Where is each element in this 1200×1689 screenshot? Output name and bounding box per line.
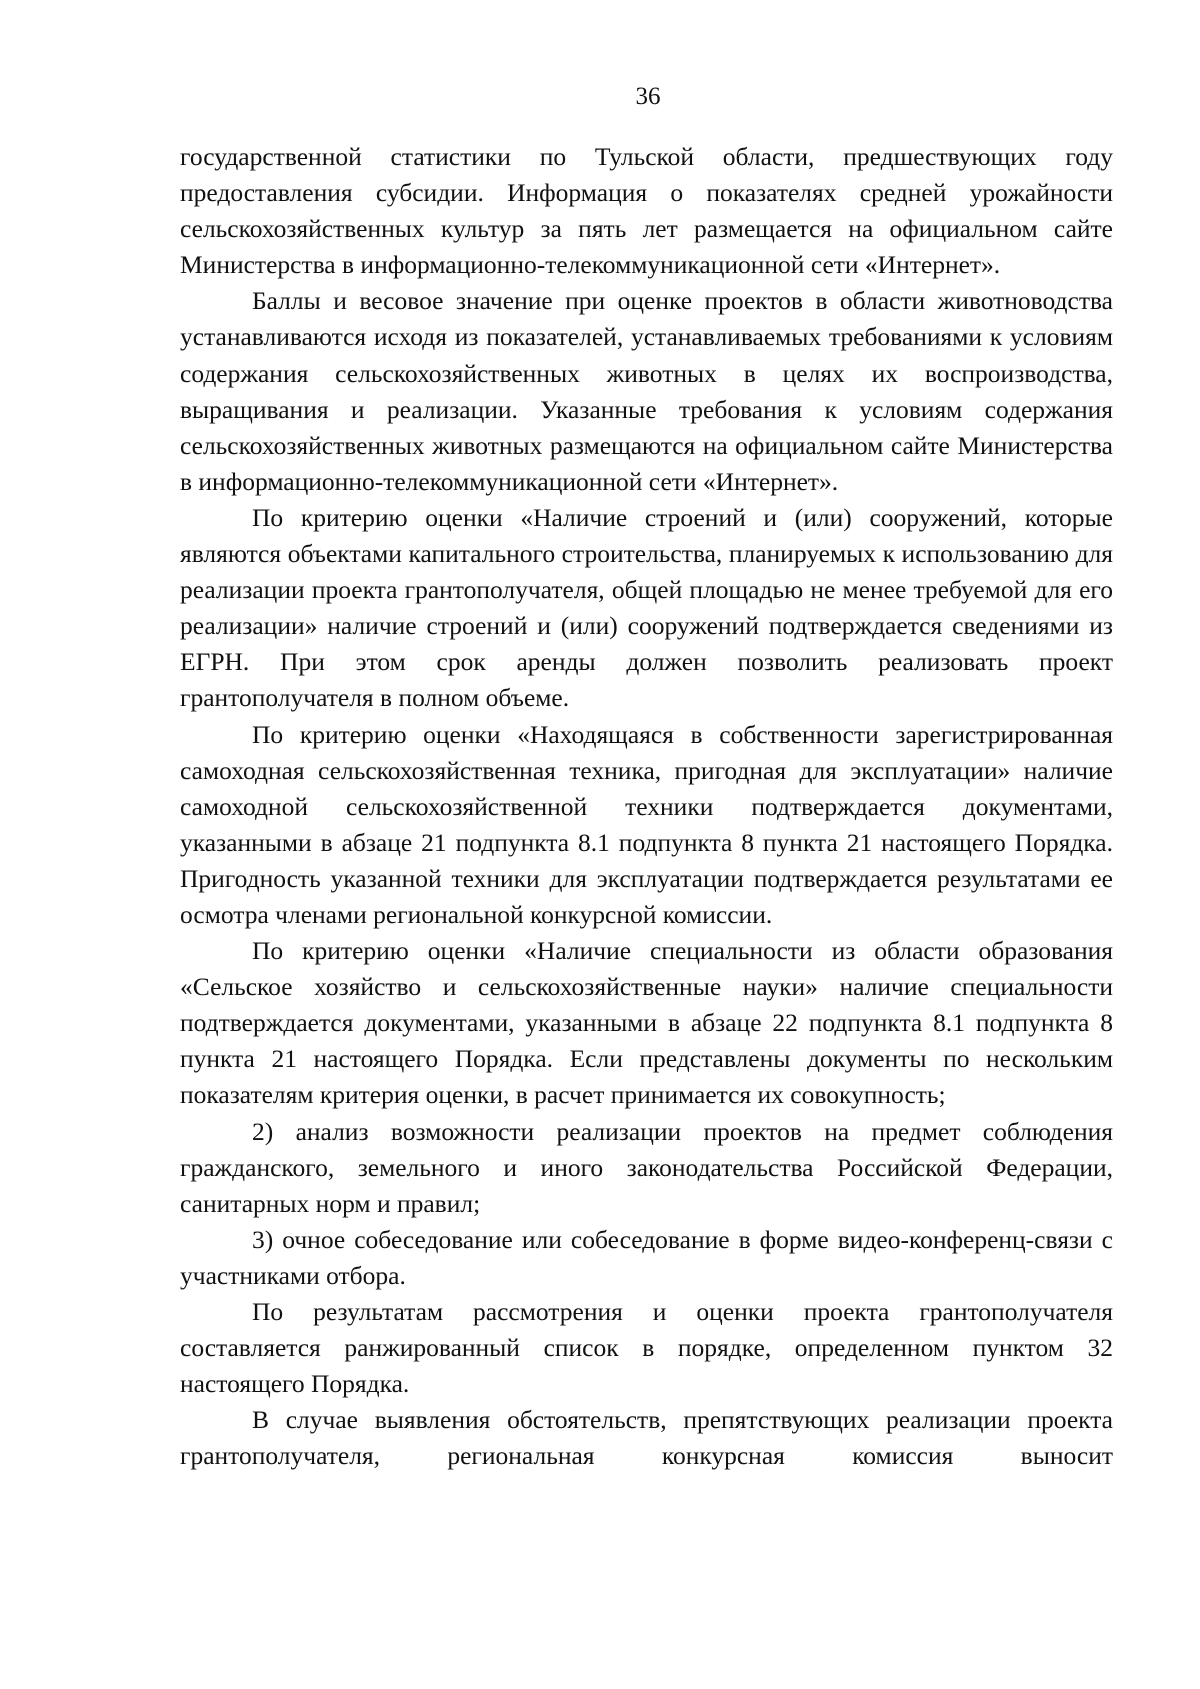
paragraph-buildings-criterion: По критерию оценки «Наличие строений и (или) сооружений, которые являются объектами капитального строительства, планируемых к использованию для реализации проекта грантополучателя, общей площадью не менее требуемой для его реализации» наличие строений и (или) сооружений подтверждается сведениями из ЕГРН. При этом срок аренды должен позволить реализовать проект грантополучателя в полном объеме. [180,502,1113,713]
page-number: 36 [635,83,661,110]
paragraph-ranked-list: По результатам рассмотрения и оценки проекта грантополучателя составляется ранжированный список в порядке, определенном пунктом 32 настоящего Порядка. [180,1297,1113,1399]
paragraph-item-2-legal-analysis: 2) анализ возможности реализации проектов на предмет соблюдения гражданского, земельного и иного законодательства Российской Федерации, санитарных норм и правил; [180,1116,1113,1218]
paragraph-livestock-scores: Баллы и весовое значение при оценке проектов в области животноводства устанавливаются исходя из показателей, устанавливаемых требованиями к условиям содержания сельскохозяйственных животных в целях их воспроизводства, выращивания и реализации. Указанные требования к условиям содержания сельскохозяйственных животных размещаются на официальном сайте Министерства в информационно-телекоммуникационной сети «Интернет». [180,286,1113,496]
paragraph-machinery-criterion: По критерию оценки «Находящаяся в собственности зарегистрированная самоходная сельскохозяйственная техника, пригодная для эксплуатации» наличие самоходной сельскохозяйственной техники подтверждается документами, указанными в абзаце 21 подпункта 8.1 подпункта 8 пункта 21 настоящего Порядка. Пригодность указанной техники для эксплуатации подтверждается результатами ее осмотра членами региональной конкурсной комиссии. [180,719,1113,929]
paragraph-obstacles: В случае выявления обстоятельств, препятствующих реализации проекта грантополучателя, региональная конкурсная комиссия выносит [180,1405,1113,1471]
paragraph-statistics-continuation: государственной статистики по Тульской области, предшествующих году предоставления субсидии. Информация о показателях средней урожайности сельскохозяйственных культур за пять лет размещается на официальном сайте Министерства в информационно-телекоммуникационной сети «Интернет». [180,142,1113,280]
paragraph-item-3-interview: 3) очное собеседование или собеседование в форме видео-конференц-связи с участниками отбора. [180,1224,1113,1290]
paragraph-specialty-criterion: По критерию оценки «Наличие специальности из области образования «Сельское хозяйство и сельскохозяйственные науки» наличие специальности подтверждается документами, указанными в абзаце 22 подпункта 8.1 подпункта 8 пункта 21 настоящего Порядка. Если представлены документы по нескольким показателям критерия оценки, в расчет принимается их совокупность; [180,936,1113,1110]
document-body [180,139,1113,1474]
